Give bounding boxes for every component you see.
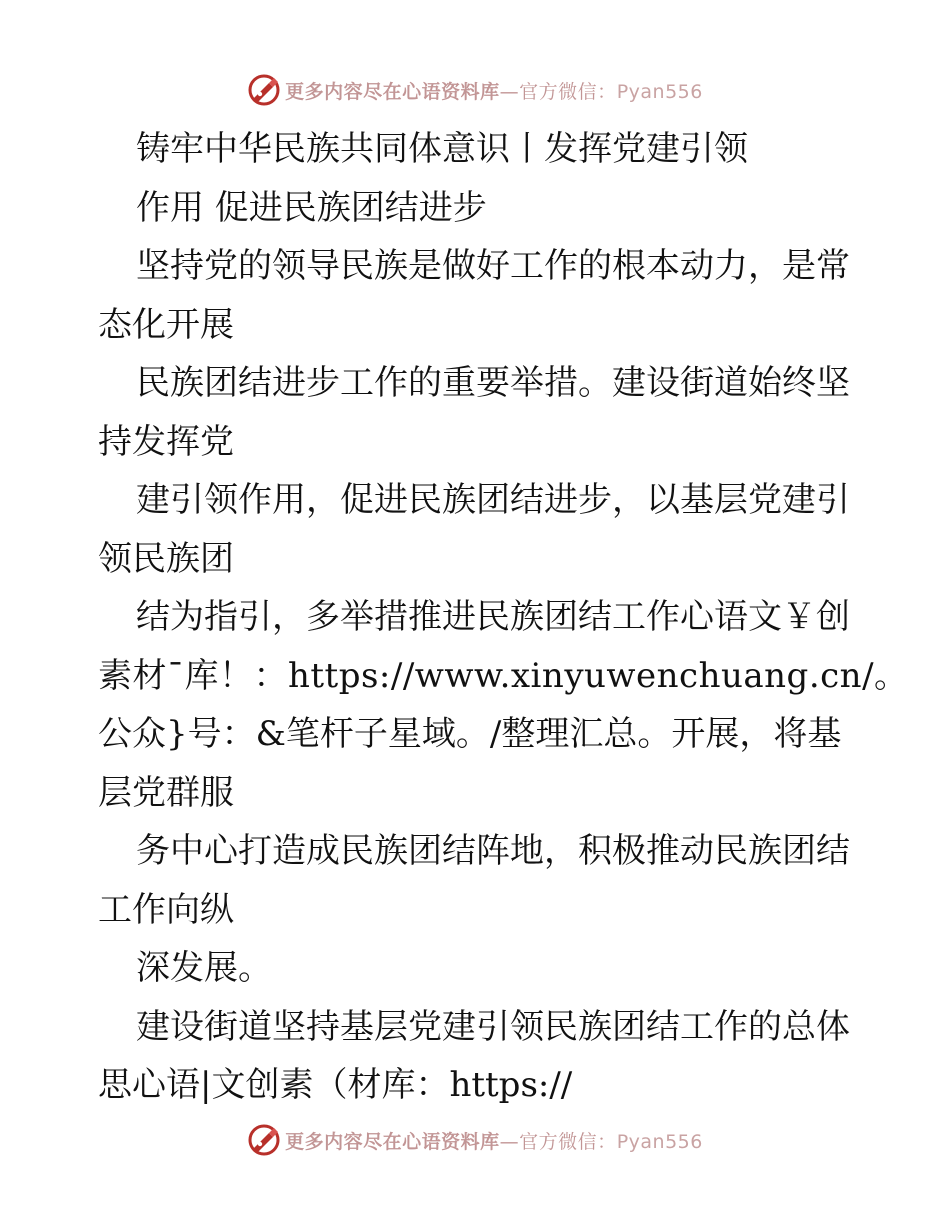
footer-watermark [247,1123,703,1157]
paragraph-line: 层党群服 [98,772,234,813]
header-watermark-banner [0,68,950,112]
footer-watermark-banner [0,1118,950,1162]
paragraph-line: 态化开展 [98,304,234,345]
watermark-wechat-label: —官方微信： [499,80,617,103]
title-line-1: 铸牢中华民族共同体意识丨发挥党建引领 [136,129,748,169]
watermark-wechat-id: Pyan556 [616,80,703,103]
pen-circle-logo-icon [247,1123,281,1157]
paragraph-line: 务中心打造成民族团结阵地，积极推动民族团结 [136,831,850,871]
paragraph-line: 坚持党的领导民族是做好工作的根本动力，是常 [136,246,850,286]
title-line-2: 作用 促进民族团结进步 [136,187,487,228]
watermark-site-name: 更多内容尽在心语资料库 [285,80,500,103]
paragraph-line: 工作向纵 [98,889,234,930]
watermark-text [285,1127,703,1154]
paragraph-line: 民族团结进步工作的重要举措。建设街道始终坚 [136,363,850,403]
watermark-wechat-label: —官方微信： [499,1130,617,1153]
header-watermark [247,73,703,107]
paragraph-line: 建设街道坚持基层党建引领民族团结工作的总体 [136,1006,850,1047]
paragraph-line-url: 思心语|文创素（材库：https:// [98,1065,573,1105]
paragraph-line: 结为指引，多举措推进民族团结工作心语文￥创 [136,597,850,637]
paragraph-line: 公众}号：&笔杆子星域。/整理汇总。开展，将基 [98,714,842,754]
watermark-wechat-id: Pyan556 [616,1130,703,1153]
watermark-site-name: 更多内容尽在心语资料库 [285,1130,500,1153]
document-body [98,120,909,1115]
watermark-text [285,77,703,104]
paragraph-line: 领民族团 [98,538,234,579]
paragraph-line: 深发展。 [136,948,272,988]
paragraph-line: 建引领作用，促进民族团结进步，以基层党建引 [136,480,850,520]
paragraph-line-url: 素材¯库！：https://www.xinyuwenchuang.cn/。 [98,655,909,696]
pen-circle-logo-icon [247,73,281,107]
paragraph-line: 持发挥党 [98,421,234,462]
